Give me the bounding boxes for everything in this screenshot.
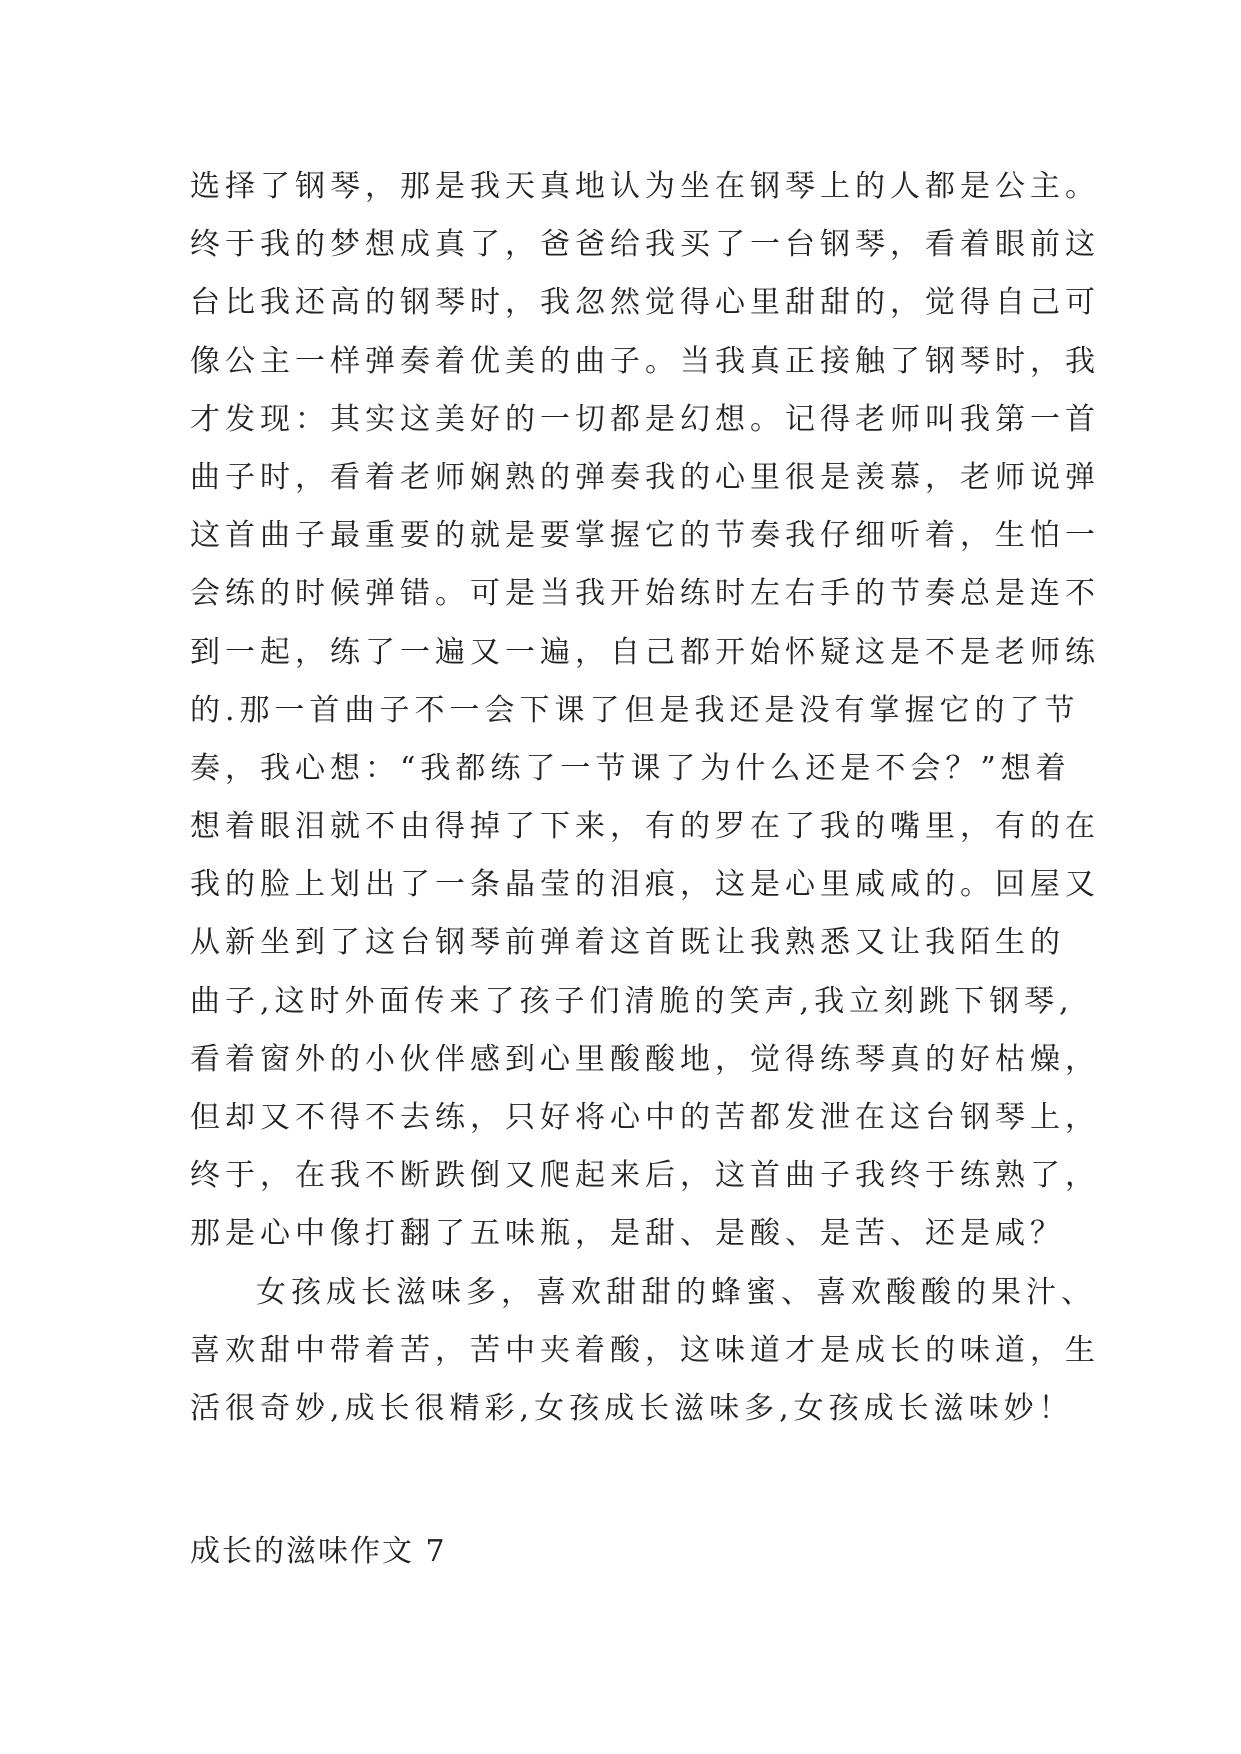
text-line: 奏，我心想：“我都练了一节课了为什么还是不会？”想着 [190, 750, 1071, 786]
text-line: 曲子,这时外面传来了孩子们清脆的笑声,我立刻跳下钢琴, [190, 983, 1074, 1019]
text-line: 想着眼泪就不由得掉了下来，有的罗在了我的嘴里，有的在 [190, 809, 1100, 845]
text-line: 的.那一首曲子不一会下课了但是我还是没有掌握它的了节 [190, 692, 1080, 728]
text-line: 那是心中像打翻了五味瓶，是甜、是酸、是苦、还是咸？ [190, 1216, 1065, 1252]
text-line: 这首曲子最重要的就是要掌握它的节奏我仔细听着，生怕一 [190, 518, 1100, 554]
text-line: 但却又不得不去练，只好将心中的苦都发泄在这台钢琴上， [190, 1100, 1100, 1135]
text-line: 到一起，练了一遍又一遍，自己都开始怀疑这是不是老师练 [190, 634, 1100, 670]
text-line: 终于，在我不断跌倒又爬起来后，这首曲子我终于练熟了， [190, 1158, 1100, 1194]
text-line: 喜欢甜中带着苦，苦中夹着酸，这味道才是成长的味道，生 [190, 1332, 1100, 1368]
text-line: 才发现：其实这美好的一切都是幻想。记得老师叫我第一首 [190, 401, 1100, 437]
essay-body [190, 158, 1100, 1438]
text-line: 台比我还高的钢琴时，我忽然觉得心里甜甜的，觉得自己可 [190, 285, 1100, 321]
text-line: 会练的时候弹错。可是当我开始练时左右手的节奏总是连不 [190, 576, 1100, 612]
text-line: 从新坐到了这台钢琴前弹着这首既让我熟悉又让我陌生的 [190, 925, 1065, 961]
text-line: 终于我的梦想成真了，爸爸给我买了一台钢琴，看着眼前这 [190, 227, 1100, 263]
text-line: 我的脸上划出了一条晶莹的泪痕，这是心里咸咸的。回屋又 [190, 867, 1100, 903]
text-line: 看着窗外的小伙伴感到心里酸酸地，觉得练琴真的好枯燥， [190, 1041, 1100, 1077]
paragraph-start-line: 女孩成长滋味多，喜欢甜甜的蜂蜜、喜欢酸酸的果汁、 [256, 1274, 1096, 1310]
text-line: 选择了钢琴，那是我天真地认为坐在钢琴上的人都是公主。 [190, 169, 1100, 204]
text-line: 曲子时，看着老师娴熟的弹奏我的心里很是羡慕，老师说弹 [190, 459, 1100, 495]
text-line: 像公主一样弹奏着优美的曲子。当我真正接触了钢琴时，我 [190, 343, 1100, 379]
text-line: 活很奇妙,成长很精彩,女孩成长滋味多,女孩成长滋味妙！ [190, 1390, 1074, 1426]
section-heading: 成长的滋味作文 7 [190, 1534, 447, 1569]
